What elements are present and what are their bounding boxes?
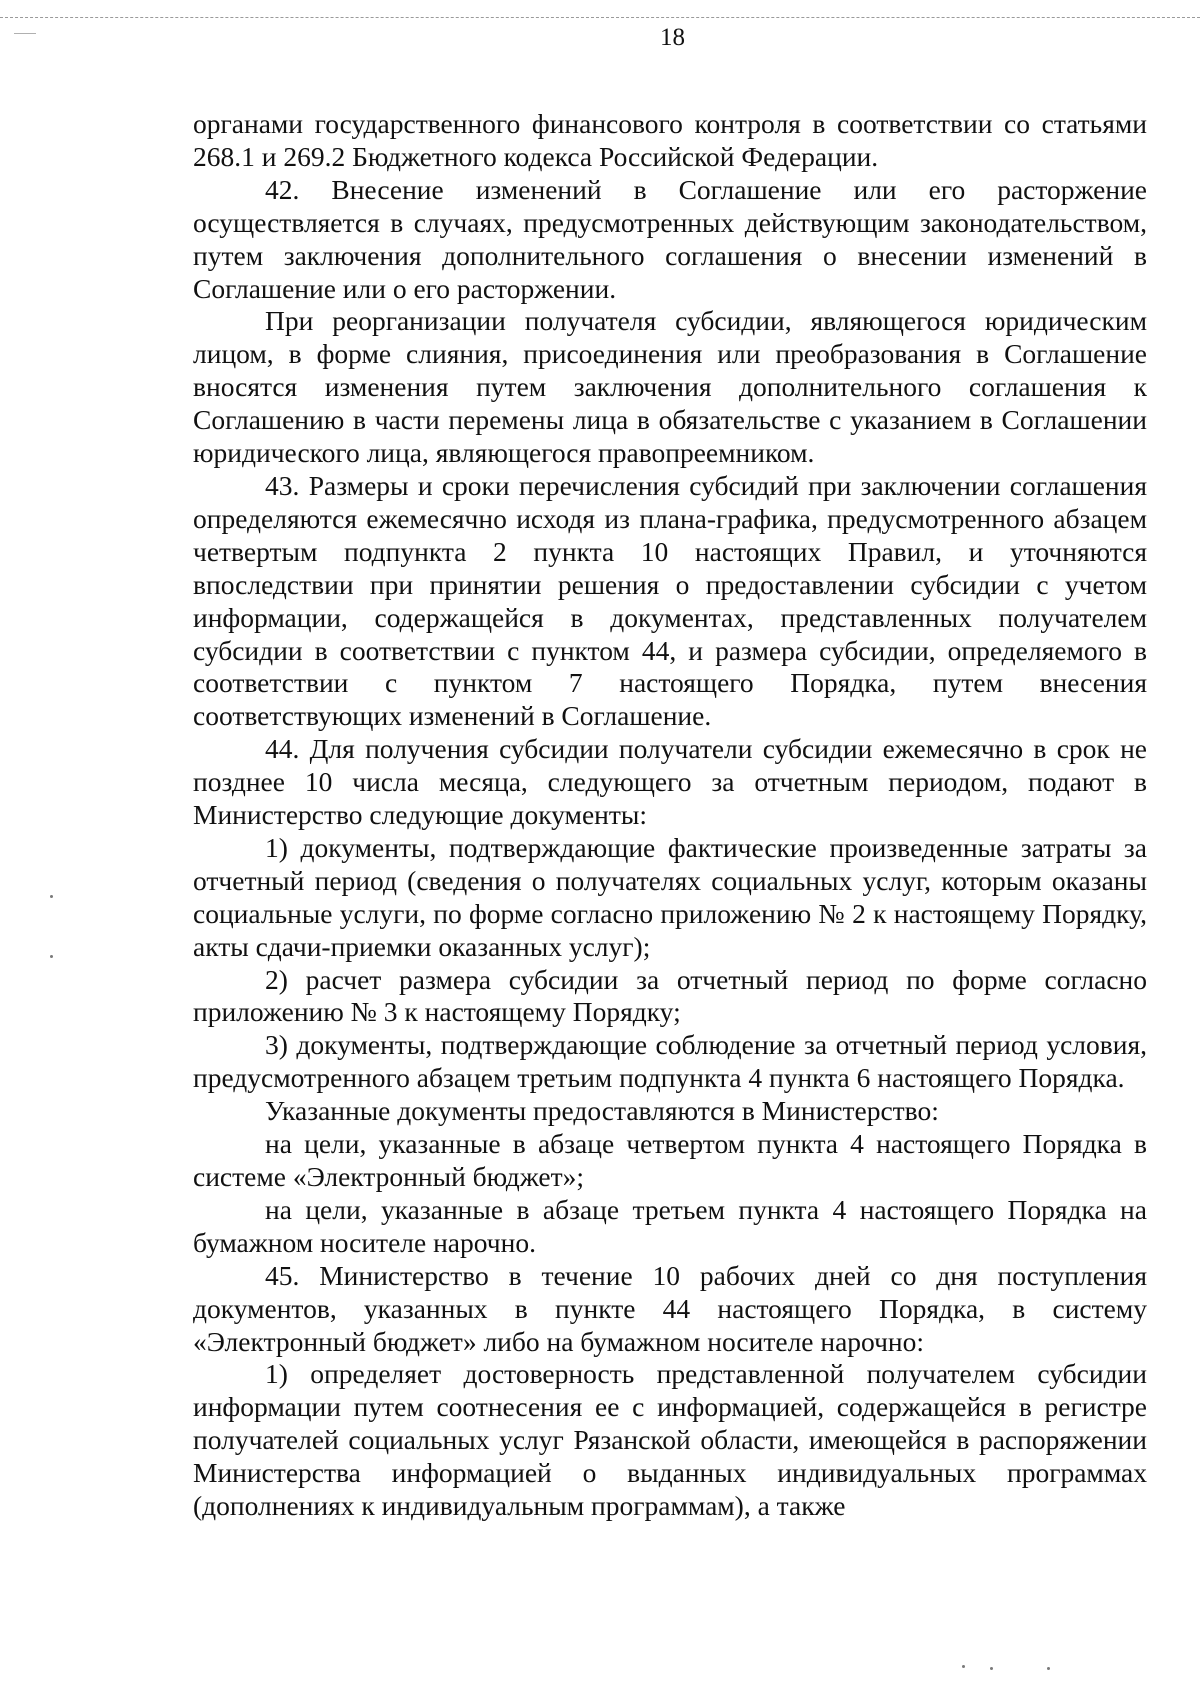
paragraph-documents-submission: Указанные документы предоставляются в Министерство: (265, 1095, 939, 1127)
paragraph-item-45-sub-1: 1) определяет достоверность представленной получателем субсидии информации путем соотнесения ее с информацией, содержащейся в регистре получателей социальных услуг Рязанской области, имеющейся в распоряжении Министерства информацией о выданных индивидуальных программах (дополнениях к индивидуальным программам), а также (193, 1358, 1147, 1522)
paragraph-item-43: 43. Размеры и сроки перечисления субсидий при заключении соглашения определяются ежемесячно исходя из плана-графика, предусмотренного абзацем четвертым подпункта 2 пункта 10 настоящих Правил, и уточняются впоследствии при принятии решения о предоставлении субсидии с учетом информации, содержащейся в документах, представленных получателем субсидии в соответствии с пунктом 44, и размера субсидии, определяемого в соответствии с пунктом 7 настоящего Порядка, путем внесения соответствующих изменений в Соглашение. (193, 469, 1147, 732)
paragraph-continuation: органами государственного финансового контроля в соответствии со статьями 268.1 и 269.2 Бюджетного кодекса Российской Федерации. (193, 108, 1147, 172)
paragraph-item-44: 44. Для получения субсидии получатели субсидии ежемесячно в срок не позднее 10 числа месяца, следующего за отчетным периодом, подают в Министерство следующие документы: (193, 733, 1147, 831)
paragraph-item-42: 42. Внесение изменений в Соглашение или его расторжение осуществляется в случаях, предусмотренных действующим законодательством, путем заключения дополнительного соглашения о внесении изменений в Соглашение или о его расторжении. (193, 173, 1147, 304)
paragraph-item-45: 45. Министерство в течение 10 рабочих дней со дня поступления документов, указанных в пункте 44 настоящего Порядка, в систему «Электронный бюджет» либо на бумажном носителе нарочно: (193, 1259, 1147, 1357)
page-number: 18 (660, 24, 685, 51)
paragraph-item-44-sub-3: 3) документы, подтверждающие соблюдение за отчетный период условия, предусмотренного абзацем третьим подпункта 4 пункта 6 настоящего Порядка. (193, 1029, 1147, 1094)
paragraph-paper-delivery: на цели, указанные в абзаце третьем пункта 4 настоящего Порядка на бумажном носителе нарочно. (193, 1193, 1147, 1258)
paragraph-electronic-budget: на цели, указанные в абзаце четвертом пункта 4 настоящего Порядка в системе «Электронный бюджет»; (193, 1128, 1147, 1192)
scan-edge-line (0, 17, 1200, 18)
paragraph-item-44-sub-1: 1) документы, подтверждающие фактические произведенные затраты за отчетный период (сведения о получателях социальных услуг, которым оказаны социальные услуги, по форме согласно приложению № 2 к настоящему Порядку, акты сдачи-приемки оказанных услуг); (193, 831, 1147, 962)
paragraph-reorganization: При реорганизации получателя субсидии, являющегося юридическим лицом, в форме слияния, присоединения или преобразования в Соглашение вносятся изменения путем заключения дополнительного соглашения к Соглашению в части перемены лица в обязательстве с указанием в Соглашении юридического лица, являющегося правопреемником. (193, 305, 1147, 469)
document-body (193, 108, 1147, 1523)
paragraph-item-44-sub-2: 2) расчет размера субсидии за отчетный период по форме согласно приложению № 3 к настоящему Порядку; (193, 963, 1147, 1028)
